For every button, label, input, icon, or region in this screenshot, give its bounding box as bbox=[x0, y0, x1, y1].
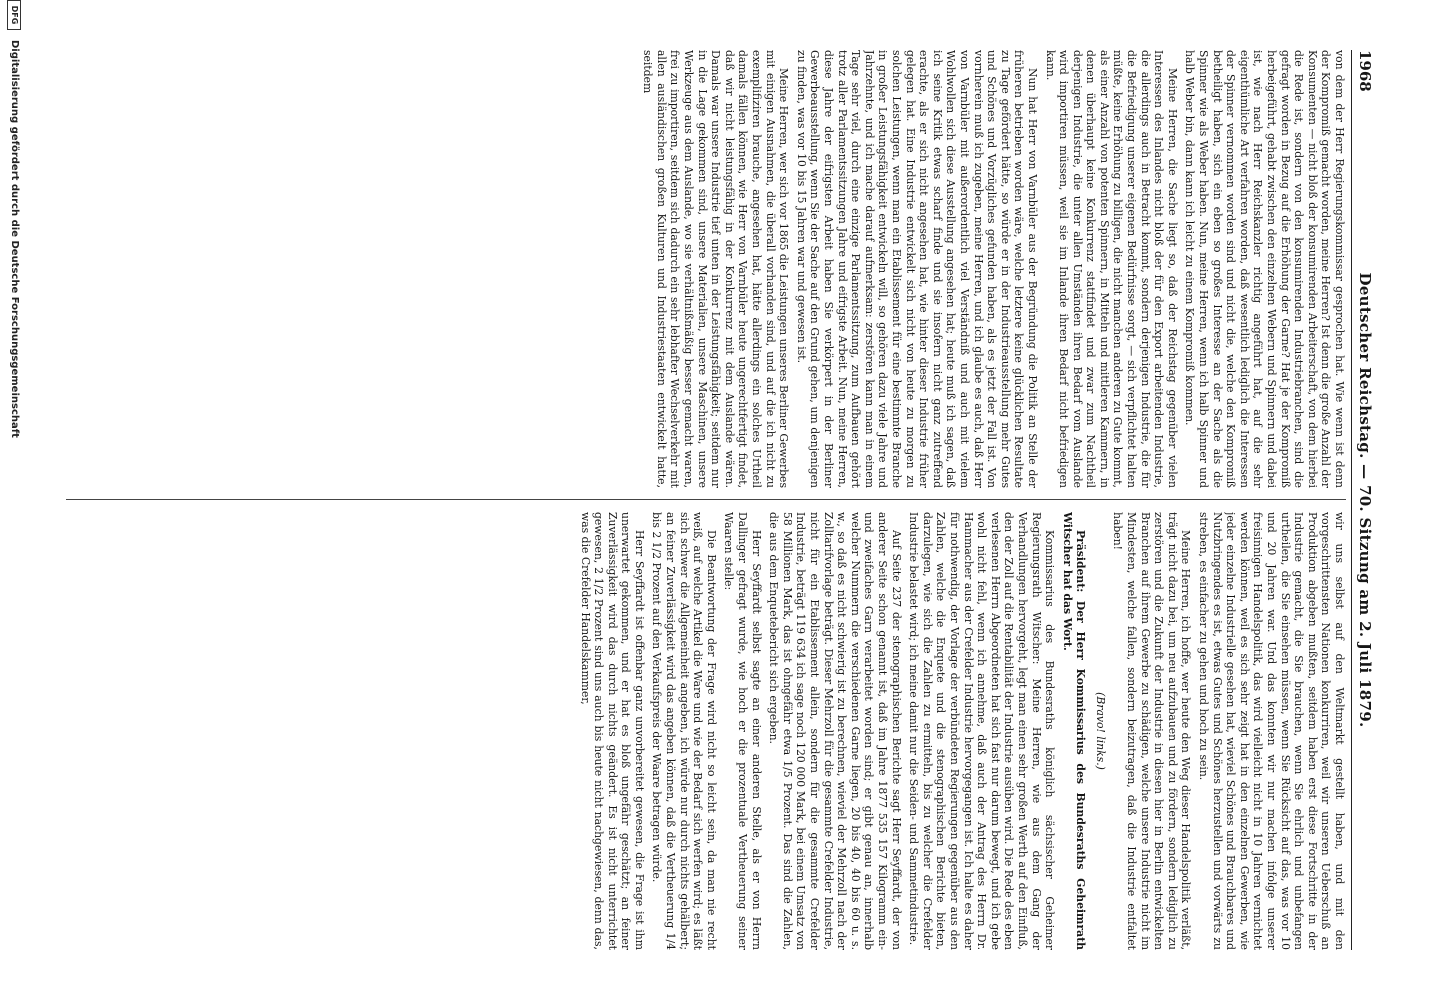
digitization-footer bbox=[2, 0, 24, 1000]
interjection: (Bravo! links.) bbox=[1093, 692, 1107, 770]
speaker-paragraph: Präsident: Der Herr Kommissarius des Bundesraths Geheimrath Witscher hat das Wort. bbox=[1060, 512, 1088, 950]
paragraph: Meine Herren, ich hoffe, wer heute den Weg dieser Handelspolitik verläßt, trägt nicht dazu bei, um neu aufzubauen und zu fördern, sondern lediglich zu zerstören und die Zukunft der Industrie in diesen hier in Berlin entwickelten Branchen auf ihrem Gewerbe zu schädigen, welche unsere Industrie nicht im Mindesten, welche fallen, sondern beizutragen, daß die Industrie entfaltet haben! bbox=[1111, 512, 1193, 950]
paragraph: wir uns selbst auf den Weltmarkt gestellt haben, und mit den vorgeschrittensten Nationen konkurriren, weil wir unseren Ueberschuß an Produktion abgeben mußten, seitdem haben erst diese Fortschritte in der Industrie gemacht, die Sie brauchen, wenn Sie ehrlich und unbefangen urtheilen, die Sie einsehen müssen, wenn Sie Rücksicht auf das, was vor 10 und 20 Jahren war. Und das konnten wir nur machen infolge unserer freisinnigen Handelspolitik, das wird vielleicht nicht in 10 Jahren vernichtet werden können, weil es sich sehr zeigt hat in den einzelnen Gewerben, wie jeder einzelne Industrielle gesehen hat, wieviel Schönes und Brauchbares und Nutzbringendes es ist, etwas Gutes und Schönes herzustellen und vorwärts zu streben, es einfacher zu gehen und hoch zu sein. bbox=[1197, 512, 1346, 950]
quoted-paragraph: Die Beantwortung der Frage wird nicht so leicht sein, da man nie recht weiß, auf welche Artikel die Ware und wie der Bedarf sich werfen wird; es läßt sich schwer die Allgemeinheit angeben, ich würde nur durch nichts gehälbert; an feiner Zuverlässigkeit wird das angeben können, daß die Vertheuerung 1/4 bis 2 1/2 Prozent auf den Verkaufspreis der Waare betragen würde. bbox=[650, 512, 718, 950]
paragraph: Auf Seite 237 der stenographischen Berichte sagt Herr Seyffardt, der von anderer Seite schon genannt ist, daß im Jahre 1877 535 157 Kilogramm ein- und zweifaches Garn verarbeitet worden sind; er gibt genau an, innerhalb welcher Nummern die verschiedenen Garne liegen, 20 bis 40, 40 bis 60 u. s. w., so daß es nicht schwierig ist zu berechnen, wieviel der Mehrzoll nach der Zolltarifvorlage beträgt. Dieser Mehrzoll für die gesammte Crefelder Industrie, nicht für ein Etablissement allein, sondern für die gesammte Crefelder Industrie, beträgt 119 634 ich sage noch 120 000 Mark, bei einem Umsatz von 58 Millionen Mark, das ist ohngefähr etwa 1/5 Prozent. Das sind die Zahlen, die aus dem Enquetebericht sich ergeben. bbox=[767, 512, 903, 950]
running-title: Deutscher Reichstag. — 70. Sitzung am 2. Juli 1879. bbox=[1356, 272, 1374, 728]
page-number: 1968 bbox=[1356, 50, 1374, 92]
paragraph: Herr Seyffardt selbst sagte an einer anderen Stelle, als er von Herrn Dallinger gefragt wurde, wie hoch er die prozentuale Vertheuerung seiner Waaren stelle: bbox=[722, 512, 763, 950]
paragraph: von dem der Herr Regierungskommissar gesprochen hat. Wie wenn ist denn der Kompromiß gemacht worden, meine Herren? Ist denn die große Anzahl der Konsumenten — nicht bloß der konsumirenden Arbeiterschaft, von dem hierbei die Rede ist, sondern von den konsumirenden Industriebranchen, sind die gefragt worden in Bezug auf die Erhöhung der Garne? Hat je der Kompromiß herbeigeführt, gehabt zwischen den einzelnen Webern und Spinnern und dabei ist, wie nach Herr Reichskanzler richtig angeführt hat, auf die sehr eigenthümliche Art verfahren worden, daß wesentlich lediglich die Interessen der Spinner vernommen worden sind und nicht die, welche den Kompromiß betheiligt haben, sich ein eben so großes Interesse an der Sache als die Spinner wie als Weber haben. Nun, meine Herren, wenn ich halb Spinner und halb Weber bin, dann kann ich leicht zu einem Kompromiß kommen. bbox=[1183, 50, 1346, 488]
text-column-right bbox=[66, 512, 1346, 950]
paragraph: Kommissarius des Bundesraths königlich sächsischer Geheimer Regierungsrath Witscher: Meine Herren, wie aus dem Gang der Verhandlungen hervorgeht, legt man einen sehr großen Werth auf den Einfluß, den der Zoll auf die Rentabilität der Industrie ausüben wird. Die Rede des eben verlesenen Herrn Abgeordneten hat sich fast nur darum bewegt, und ich gebe wohl nicht fehl, wenn ich annehme, daß auch der Antrag des Herrn Dr. Hammacher aus der Crefelder Industrie hervorgegangen ist. Ich halte es daher für nothwendig, der Vorlage der verbündeten Regierungen gegenüber aus den Zahlen, welche die Enquete und die stenographischen Berichte bieten, darzulegen, wie sich die Zahlen zu ermitteln, bis zu welcher die Crefelder Industrie belastet wird; ich meine damit nur die Seiden- und Sammetindustrie. bbox=[907, 512, 1057, 950]
page-header bbox=[1351, 50, 1374, 950]
paragraph: Meine Herren, wer sich vor 1865 die Leistungen unseres Berliner Gewerbes mit einigen Ausnahmen, die überall vorhanden sind, und auf die ich nicht zu exemplifiziren brauche, angesehen hat, hätte allerdings ein solches Urtheil damals fällen können, wie Herr von Varnbüler heute ungerechtfertigt findet, daß wir nicht leistungsfähig in der Konkurrenz mit dem Auslande wären. Damals war unsere Industrie tief unten in der Leistungsfähigkeit; seitdem nur in die Lage gekommen sind, unsere Materialien, unsere Maschinen, unsere Werkzeuge aus dem Auslande, wo sie verhältnißmäßig besser gemacht waren, frei zu importiren, seitdem sich dadurch ein sehr lebhafter Wechselverkehr mit allen ausländischen großen Kulturen und Industriestaaten entwickelt hatte, seitdem bbox=[641, 50, 791, 488]
column-divider bbox=[66, 499, 1346, 500]
digitization-credit: Digitalisierung gefördert durch die Deutsche Forschungsgemeinschaft bbox=[9, 40, 20, 438]
paragraph: Meine Herren, die Sache liegt so, daß der Reichstag gegenüber vielen Interessen des Inlandes nicht bloß der für den Export arbeitenden Industrie, die allerdings auch in Betracht kommt, sondern derjenigen Industrie, die für die Befriedigung unserer eigenen Bedürfnisse sorgt, — sich verpflichtet halten müßte, keine Erhöhung zu billigen, die nicht manchen anderen zu Gute kommt, als einer Anzahl von potenten Spinnern, in Mitteln und mittleren Kammern, in denen überhaupt keine Konkurrenz stattfindet und zwar zum Nachtheil derjenigen Industrie, die unter allen Umständen ihren Bedarf vom Auslande wird importiren müssen, weil sie im Inlande ihren Bedarf nicht befriedigen kann. bbox=[1043, 50, 1179, 488]
paragraph: Herr Seyffardt ist offenbar ganz unvorbereitet gewesen, die Frage ist ihm unerwartet gekommen, und er hat es bloß ungefähr geschätzt; an feiner Zuverlässigkeit wird das durch nichts geändert. Es ist nicht unterrichtet gewesen, 2 1/2 Prozent sind uns auch bis heute nicht nachgewiesen, denn das, was die Crefelder Handelskammer, bbox=[578, 512, 646, 950]
dfg-logo: DFG bbox=[7, 0, 21, 30]
paragraph: Nun hat Herr von Varnbüler aus der Begründung die Politik an Stelle der früheren betrieben worden wäre, welche letztere keine glücklichen Resultate zu Tage gefördert hätte, so würde er in der Industrieausstellung mehr Gutes und Schönes und Vorzügliches gefunden haben, als es jetzt der Fall ist. Von vornherein muß ich zugeben, meine Herren, und ich glaube es auch, daß Herr von Varnbüler mit außerordentlich viel Verständniß und auch mit vielem Wohlwollen sich diese Ausstellung angesehen hat; heute muß ich sagen, daß ich seine Kritik etwas scharf finde und sie insofern nicht ganz zutreffend erachte, als er sich nicht angesehen hat, wie hinter dieser Industrie früher gelegen hat. Eine Industrie entwickelt sich nicht von heute zu morgen zu solchen Leistungen, wenn man ein Etablissement für eine bestimmte Branche in großer Leistungsfähigkeit entwickeln will, so gehören dazu viele Jahre und Jahrzehnte, und ich mache darauf aufmerksam: zerstören kann man in einem Tage sehr viel, durch eine einzige Parlamentssitzung, zum Aufbauen gehört trotz aller Parlamentssitzungen Jahre und eifrigste Arbeit. Nun, meine Herren, diese Jahre der eifrigsten Arbeit haben Sie verkörpert in der Berliner Gewerbeausstellung, wenn Sie der Sache auf den Grund gehen, um denjenigen zu finden, was vor 10 bis 15 Jahren war und gewesen ist. bbox=[794, 50, 1039, 488]
text-column-left bbox=[66, 50, 1346, 488]
